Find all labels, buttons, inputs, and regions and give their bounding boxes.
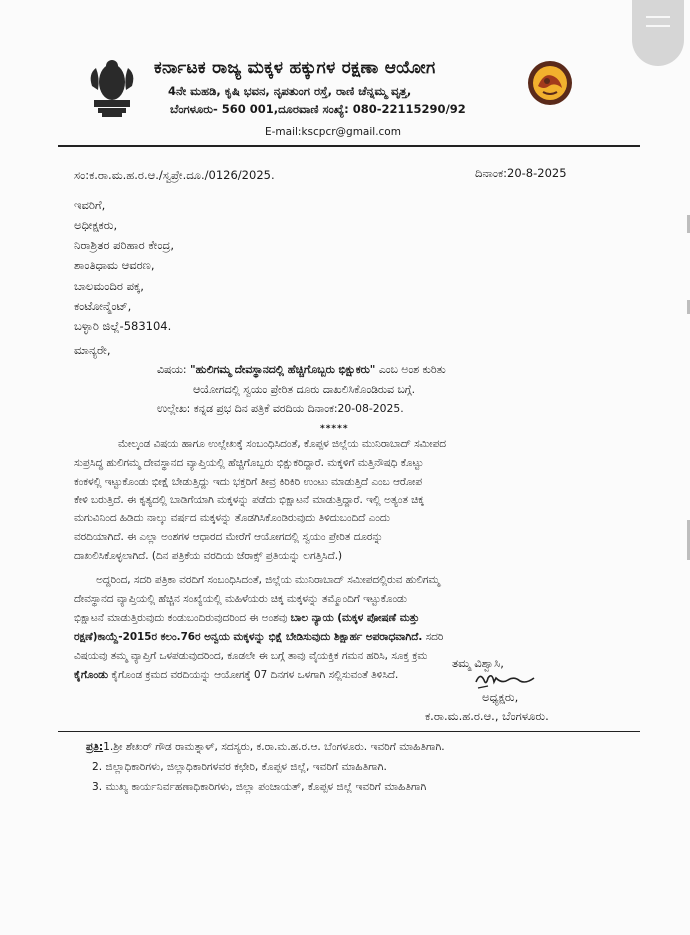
act-reference: ಬಾಲ ನ್ಯಾಯ (ಮಕ್ಕಳ ಪೋಷಣೆ ಮತ್ತು bbox=[290, 612, 420, 624]
copy-to-item: 2. ಜಿಲ್ಲಾಧಿಕಾರಿಗಳು, ಜಿಲ್ಲಾಧಿಕಾರಿಗಳವರ ಕಛೇರಿ, ಕೊಪ್ಪಳ ಜಿಲ್ಲೆ, ಇವರಿಗೆ ಮಾಹಿತಿಗಾಗಿ. bbox=[92, 761, 387, 773]
para2-line: ಅದ್ದರಿಂದ, ಸದರಿ ಪತ್ರಿಕಾ ವರದಿಗೆ ಸಂಬಂಧಿಸಿದಂತೆ, ಜಿಲ್ಲೆಯ ಮುನಿರಾಬಾದ್ ಸಮೀಪದಲ್ಲಿರುವ ಹುಲಿಗಮ್ಮ bbox=[96, 574, 440, 586]
reference-text: ಕನ್ನಡ ಪ್ರಭ ದಿನ ಪತ್ರಿಕೆ ವರದಿಯ ದಿನಾಂಕ:20-08-2025. bbox=[193, 402, 404, 415]
para2-text: ಕೈಗೊಂಡ ಕ್ರಮದ ವರದಿಯನ್ನು ಆಯೋಗಕ್ಕೆ 07 ದಿನಗಳ ಒಳಗಾಗಿ ಸಲ್ಲಿಸುವಂತೆ ತಿಳಿಸಿದೆ. bbox=[111, 669, 399, 681]
recipient-to: ಇವರಿಗೆ, bbox=[74, 198, 106, 212]
menu-icon[interactable] bbox=[632, 0, 684, 66]
commission-logo-icon bbox=[527, 60, 573, 106]
recipient-line: ಬಾಲಮಂದಿರ ಪಕ್ಕ, bbox=[74, 279, 144, 293]
separator: ***** bbox=[320, 424, 349, 434]
para1-line: ಸುಪ್ರಸಿದ್ಧ ಹುಲಿಗಮ್ಮ ದೇವಸ್ಥಾನದ ವ್ಯಾಪ್ತಿಯಲ್ಲಿ ಹೆಚ್ಚಿಗೊಬ್ಬರು ಭಿಕ್ಷುಕರಿದ್ದಾರೆ. ಮಕ್ಕಳಿಗೆ ಮತ್ತಿನೌಷಧಿ ಕೊಟ್ಟು bbox=[74, 457, 424, 469]
subject-line-2: ಆಯೋಗದಲ್ಲಿ ಸ್ವಯಂ ಪ್ರೇರಿತ ದೂರು ದಾಖಲಿಸಿಕೊಂಡಿರುವ ಬಗ್ಗೆ. bbox=[193, 383, 416, 396]
copy-to-text: 1.ಶ್ರೀ ಶೇಖರ್ ಗೌಡ ರಾಮತ್ನಾಳ್, ಸದಸ್ಯರು, ಕ.ರಾ.ಮ.ಹ.ರ.ಆ. ಬೆಂಗಳೂರು. ಇವರಿಗೆ ಮಾಹಿತಿಗಾಗಿ. bbox=[103, 741, 445, 753]
para2-text: ಸದರಿ bbox=[425, 631, 444, 643]
recipient-line: ಕಂಟೋನ್ಮೆಂಟ್, bbox=[74, 299, 132, 313]
para2-line bbox=[74, 669, 398, 682]
signature bbox=[474, 668, 536, 692]
header-divider bbox=[58, 145, 640, 147]
subject-line-1 bbox=[157, 363, 446, 377]
recipient-line: ಬಳ್ಳಾರಿ ಜಿಲ್ಲೆ-583104. bbox=[74, 319, 172, 333]
letterhead-address-line-2: ಬೆಂಗಳೂರು- 560 001,ದೂರವಾಣಿ ಸಂಖ್ಯೆ: 080-22115290/92 bbox=[170, 102, 466, 116]
reference-label: ಉಲ್ಲೇಖ: bbox=[157, 402, 191, 415]
signatory-designation: ಅಧ್ಯಕ್ಷರು, bbox=[482, 690, 519, 704]
recipient-line: ನಿರಾಶ್ರಿತರ ಪರಿಹಾರ ಕೇಂದ್ರ, bbox=[74, 238, 175, 252]
copy-to-item bbox=[86, 741, 445, 754]
para2-line bbox=[74, 612, 419, 625]
para2-text: ಭಿಕ್ಷಾಟನೆ ಮಾಡುತ್ತಿರುವುದು ಕಂಡುಬಂದಿರುವುದರಿಂದ ಈ ಅಂಶವು bbox=[74, 612, 288, 624]
recipient-line: ಶಾಂತಿಧಾಮ ಆವರಣ, bbox=[74, 258, 155, 272]
menu-icon-bar bbox=[646, 16, 670, 18]
para2-line: ದೇವಸ್ಥಾನದ ವ್ಯಾಪ್ತಿಯಲ್ಲಿ ಹೆಚ್ಚಿನ ಸಂಖ್ಯೆಯಲ್ಲಿ ಮಹಿಳೆಯರು ಚಿಕ್ಕ ಮಕ್ಕಳನ್ನು ತಮ್ಮೊಂದಿಗೆ ಇಟ್ಟುಕೊಂಡು bbox=[74, 593, 407, 605]
para1-line: ಕಂಕಳಲ್ಲಿ ಇಟ್ಟುಕೊಂಡು ಭೀಕ್ಷೆ ಬೇಡುತ್ತಿದ್ದು ಇದು ಭಕ್ತರಿಗೆ ತೀವ್ರ ಕಿರಿಕಿರಿ ಉಂಟು ಮಾಡುತ್ತಿದೆ ಎಂಬ ಆರೋಪ bbox=[74, 476, 423, 488]
letterhead-email: E-mail:kscpcr@gmail.com bbox=[265, 126, 401, 138]
reference-number: ಸಂ:ಕ.ರಾ.ಮ.ಹ.ರ.ಆ./ಸ್ವಪ್ರೇ.ದೂ./0126/2025. bbox=[74, 168, 275, 182]
recipient-line: ಅಧೀಕ್ಷಕರು, bbox=[74, 218, 118, 232]
footer-divider bbox=[58, 731, 640, 732]
para2-line bbox=[74, 631, 443, 644]
subject-label: ವಿಷಯ: bbox=[157, 363, 187, 376]
para1-line: ಮೇಲ್ಕಂಡ ವಿಷಯ ಹಾಗೂ ಉಲ್ಲೇಖಕ್ಕೆ ಸಂಬಂಧಿಸಿದಂತೆ, ಕೊಪ್ಪಳ ಜಿಲ್ಲೆಯ ಮುನಿರಾಬಾದ್ ಸಮೀಪದ bbox=[118, 438, 446, 450]
subject-rest: ಎಂಬ ಅಂಶ ಕುರಿತು bbox=[378, 363, 446, 376]
menu-icon-bar bbox=[646, 25, 670, 27]
para1-line: ಕೇಳಿ ಬರುತ್ತಿದೆ. ಈ ಕೃತ್ಯದಲ್ಲಿ ಬಾಡಿಗೆಯಾಗಿ ಮಕ್ಕಳನ್ನು ಪಡೆದು ಭಿಕ್ಷಾಟನೆ ಮಾಡುತ್ತಿದ್ದಾರೆ. ಇಲ್ಲಿ ಅತ್ಯಂತ ಚಿಕ್ಕ bbox=[74, 494, 424, 506]
salutation: ಮಾನ್ಯರೇ, bbox=[74, 343, 111, 357]
state-emblem-icon bbox=[86, 56, 138, 118]
copy-to-label: ಪ್ರತಿ: bbox=[86, 741, 104, 753]
letter-date: ದಿನಾಂಕ:20-8-2025 bbox=[475, 166, 567, 180]
para1-line: ಮಗುವಿನಿಂದ ಹಿಡಿದು ನಾಲ್ಕು ವರ್ಷದ ಮಕ್ಕಳನ್ನು ತೊಡಗಿಸಿಕೊಂಡಿರುವುದು ತಿಳಿದುಬಂದಿದೆ ಎಂದು bbox=[74, 512, 390, 524]
subject-title: "ಹುಲಿಗಮ್ಮ ದೇವಸ್ಥಾನದಲ್ಲಿ ಹೆಚ್ಚಿಗೊಬ್ಬರು ಭಿಕ್ಷುಕರು" bbox=[189, 363, 376, 376]
closing-regards: ತಮ್ಮ ವಿಶ್ವಾಸಿ, bbox=[452, 656, 504, 670]
para2-line: ವಿಷಯವು ತಮ್ಮ ವ್ಯಾಪ್ತಿಗೆ ಒಳಪಡುವುದರಿಂದ, ಕೂಡಲೇ ಈ ಬಗ್ಗೆ ತಾವು ವೈಯಕ್ತಿಕ ಗಮನ ಹರಿಸಿ, ಸೂಕ್ತ ಕ್ರಮ bbox=[74, 650, 428, 662]
para1-line: ದಾಖಲಿಸಿಕೊಳ್ಳಲಾಗಿದೆ. (ದಿನ ಪತ್ರಿಕೆಯ ವರದಿಯ ಜೆರಾಕ್ಸ್ ಪ್ರತಿಯನ್ನು ಲಗತ್ತಿಸಿದೆ.) bbox=[74, 550, 343, 562]
letterhead-address-line-1: 4ನೇ ಮಹಡಿ, ಕೃಷಿ ಭವನ, ನೃಪತುಂಗ ರಸ್ತೆ, ರಾಣಿ ಚೆನ್ನಮ್ಮ ವೃತ್ತ, bbox=[168, 84, 412, 98]
reference-line bbox=[157, 402, 404, 416]
copy-to-item: 3. ಮುಖ್ಯ ಕಾರ್ಯನಿರ್ವಹಣಾಧಿಕಾರಿಗಳು, ಜಿಲ್ಲಾ ಪಂಚಾಯತ್, ಕೊಪ್ಪಳ ಜಿಲ್ಲೆ ಇವರಿಗೆ ಮಾಹಿತಿಗಾಗಿ bbox=[92, 781, 427, 793]
para1-line: ವರದಿಯಾಗಿದೆ. ಈ ಎಲ್ಲಾ ಅಂಶಗಳ ಆಧಾರದ ಮೇರೆಗೆ ಆಯೋಗದಲ್ಲಿ ಸ್ವಯಂ ಪ್ರೇರಿತ ದೂರನ್ನು bbox=[74, 531, 383, 543]
signatory-office: ಕ.ರಾ.ಮ.ಹ.ರ.ಆ., ಬೆಂಗಳೂರು. bbox=[425, 709, 549, 723]
action-word: ಕೈಗೊಂಡು bbox=[74, 669, 109, 681]
letterhead-title: ಕರ್ನಾಟಕ ರಾಜ್ಯ ಮಕ್ಕಳ ಹಕ್ಕುಗಳ ರಕ್ಷಣಾ ಆಯೋಗ bbox=[154, 58, 436, 78]
act-reference: ರಕ್ಷಣೆ)ಕಾಯ್ದೆ-2015ರ ಕಲಂ.76ರ ಅನ್ವಯ ಮಕ್ಕಳನ್ನು ಭಿಕ್ಷೆ ಬೇಡಿಸುವುದು ಶಿಕ್ಷಾರ್ಹ ಅಪರಾಧವಾಗಿದೆ. bbox=[74, 631, 423, 643]
